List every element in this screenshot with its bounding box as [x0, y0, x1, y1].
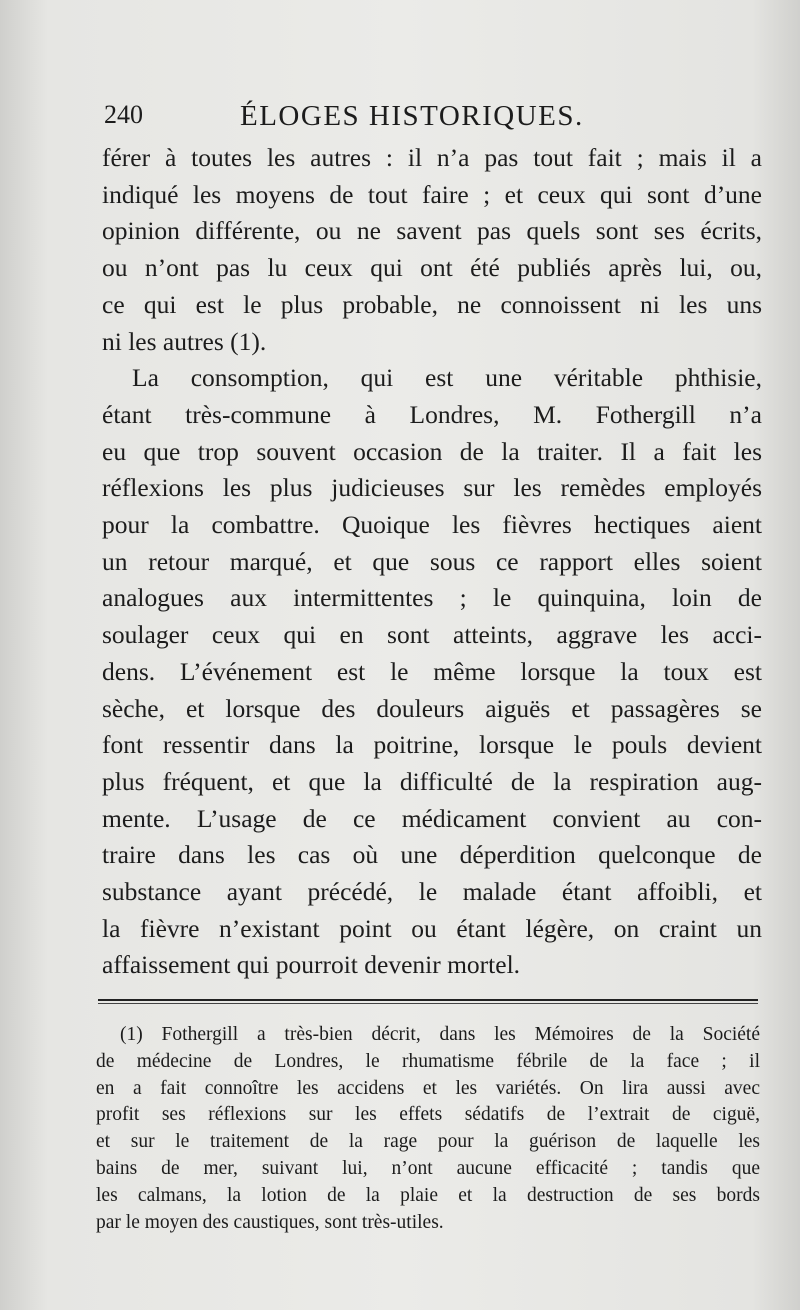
text-line: plus fréquent, et que la difficulté de la respiration aug-: [102, 766, 762, 796]
text-line: indiqué les moyens de tout faire ; et ceux qui sont d’une: [102, 179, 762, 209]
text-line: traire dans les cas où une déperdition quelconque de: [102, 840, 762, 870]
text-line: ou n’ont pas lu ceux qui ont été publiés après lui, ou,: [102, 253, 762, 283]
text-line: réflexions les plus judicieuses sur les remèdes employés: [102, 473, 762, 503]
text-line: étant très-commune à Londres, M. Fothergill n’a: [102, 399, 762, 429]
text-line: mente. L’usage de ce médicament convient au con-: [102, 803, 762, 833]
text-line: affaissement qui pourroit devenir mortel.: [102, 950, 521, 980]
text-line: un retour marqué, et que sous ce rapport elles soient: [102, 546, 762, 576]
text-line: substance ayant précédé, le malade étant affoibli, et: [102, 877, 762, 907]
text-line: font ressentir dans la poitrine, lorsque le pouls devient: [102, 730, 762, 760]
page-number: 240: [104, 100, 143, 129]
text-line: opinion différente, ou ne savent pas quels sont ses écrits,: [102, 216, 762, 246]
text-line: analogues aux intermittentes ; le quinquina, loin de: [102, 583, 762, 613]
text-line: La consomption, qui est une véritable phthisie,: [132, 363, 762, 393]
footnote-line: en a fait connoître les accidens et les variétés. On lira aussi avec: [96, 1077, 760, 1099]
footnote: [96, 1022, 760, 1236]
text-line: ce qui est le plus probable, ne connoissent ni les uns: [102, 289, 762, 319]
text-line: férer à toutes les autres : il n’a pas tout fait ; mais il a: [102, 143, 762, 172]
footnote-line: et sur le traitement de la rage pour la guérison de laquelle les: [96, 1131, 760, 1153]
footnote-line: les calmans, la lotion de la plaie et la destruction de ses bords: [96, 1184, 760, 1206]
text-line: la fièvre n’existant point ou étant légère, on craint un: [102, 913, 762, 943]
page-header: [104, 100, 754, 140]
footnote-line: (1) Fothergill a très-bien décrit, dans les Mémoires de la Société: [120, 1024, 760, 1045]
running-title: ÉLOGES HISTORIQUES.: [240, 100, 584, 132]
main-text: [102, 140, 762, 984]
text-line: sèche, et lorsque des douleurs aiguës et passagères se: [102, 693, 762, 723]
text-line: eu que trop souvent occasion de la traiter. Il a fait les: [102, 436, 762, 466]
text-line: soulager ceux qui en sont atteints, aggrave les acci-: [102, 620, 762, 650]
footnote-line: par le moyen des caustiques, sont très-utiles.: [96, 1211, 444, 1233]
text-line: pour la combattre. Quoique les fièvres hectiques aient: [102, 510, 762, 540]
text-line: dens. L’événement est le même lorsque la toux est: [102, 656, 762, 686]
footnote-separator: [98, 999, 758, 1004]
footnote-line: de médecine de Londres, le rhumatisme fébrile de la face ; il: [96, 1050, 760, 1072]
text-line: ni les autres (1).: [102, 326, 267, 356]
footnote-line: profit ses réflexions sur les effets sédatifs de l’extrait de ciguë,: [96, 1104, 760, 1126]
footnote-line: bains de mer, suivant lui, n’ont aucune efficacité ; tandis que: [96, 1157, 760, 1179]
